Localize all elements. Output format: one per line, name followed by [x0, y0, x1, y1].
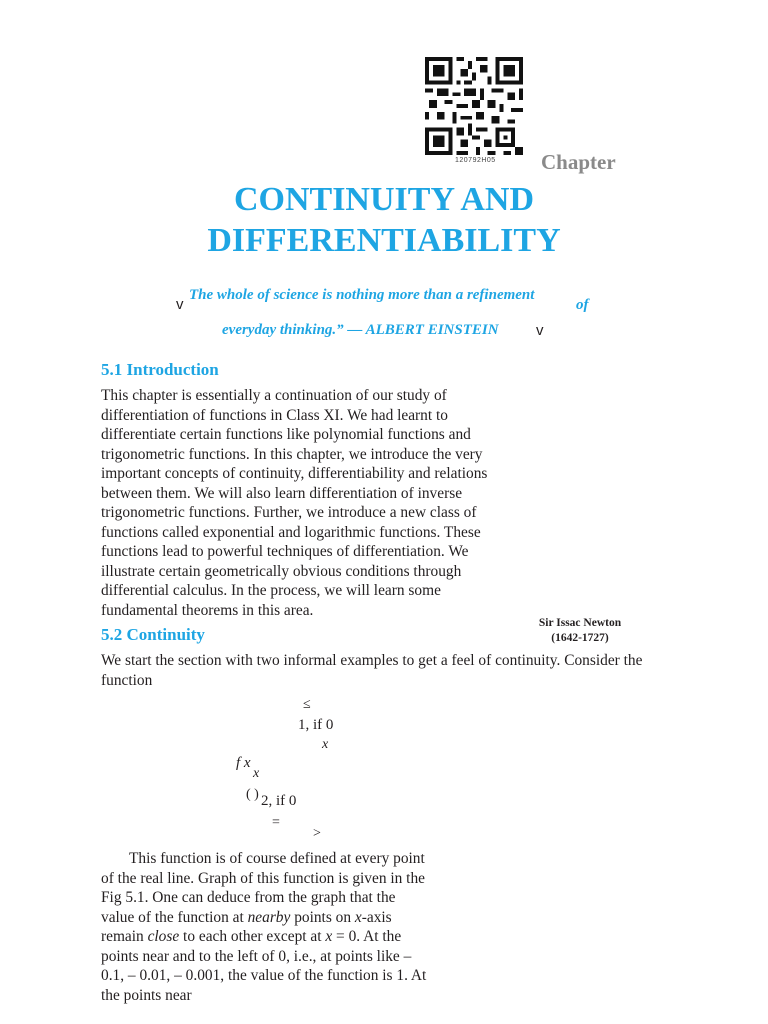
continuity-intro: We start the section with two informal examples to get a feel of continuity. Consider the function — [101, 652, 643, 689]
section-heading-introduction: 5.1 Introduction — [101, 360, 219, 379]
para2-em-close: close — [147, 928, 180, 945]
eq-equals: = — [272, 815, 280, 830]
quote-line1-tail: of — [576, 297, 589, 313]
para2-text-1: This function is of course defined at every point of the real line. Graph of this function is given in the Fig 5.1. One can deduce from the graph that the value of the function at — [101, 850, 425, 926]
caption-name: Sir Issac Newton — [538, 617, 622, 629]
eq-case2: 2, if 0 — [261, 793, 297, 809]
qr-code-number: 120792H05 — [455, 157, 496, 164]
para2-em-x2: x — [325, 928, 333, 945]
quote-line2: everyday thinking.” — ALBERT EINSTEIN — [222, 322, 499, 338]
chapter-title-line1: CONTINUITY AND — [233, 181, 535, 218]
qr-code — [421, 57, 527, 155]
chapter-label: Chapter — [541, 150, 616, 174]
para2-em-x: x — [354, 908, 362, 926]
eq-leq: ≤ — [303, 697, 311, 712]
quote-open-mark: v — [176, 296, 184, 313]
eq-paren: ( ) — [246, 787, 259, 802]
para2-text-5: = 0. At the points near and to the left of 0, i.e., at points like – 0.1, – 0.01, – 0.001, the value of the function is 1. At the points near — [101, 928, 427, 1004]
function-description-paragraph — [101, 849, 431, 1005]
portrait-caption — [505, 616, 655, 646]
para2-text-3: -axis remain — [101, 908, 392, 945]
eq-x1: x — [322, 737, 329, 752]
para2-em-nearby: nearby — [247, 908, 291, 926]
para2-text-4: to each other except at — [179, 928, 326, 945]
para2-text-2: points on — [290, 908, 355, 926]
introduction-paragraph: This chapter is essentially a continuation of our study of differentiation of functions in Class XI. We had learnt to differentiate certain functions like polynomial functions and trigonometric functions. In this chapter, we introduce the very important concepts of continuity, differentiability and relations between them. We will also learn differentiation of inverse trigonometric functions. Further, we introduce a new class of functions called exponential and logarithmic functions. These functions lead to powerful techniques of differentiation. We illustrate certain geometrically obvious conditions through differential calculus. In the process, we will learn some fundamental theorems in this area. — [101, 387, 488, 619]
eq-case1: 1, if 0 — [298, 717, 334, 733]
chapter-title-line2: DIFFERENTIABILITY — [207, 222, 561, 259]
section-heading-continuity: 5.2 Continuity — [101, 625, 205, 644]
eq-gt: > — [313, 826, 321, 841]
quote-line1: The whole of science is nothing more than a refinement — [189, 287, 535, 303]
eq-fx: f x — [236, 755, 251, 771]
eq-x2: x — [253, 766, 260, 781]
quote-close-mark: v — [536, 322, 544, 339]
caption-years: (1642-1727) — [551, 632, 609, 644]
